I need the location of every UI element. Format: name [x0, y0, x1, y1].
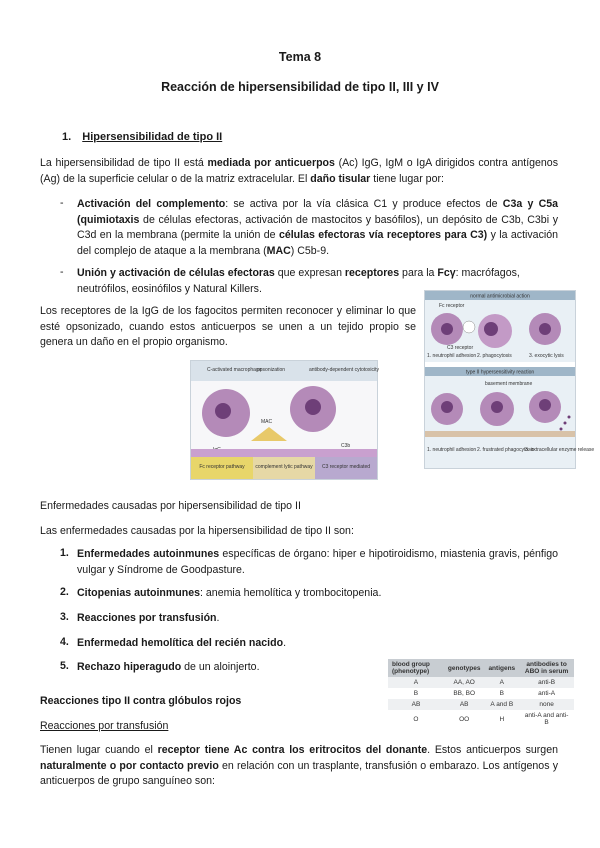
- mechanism-figure: [190, 360, 378, 480]
- label-c3-receptor: C3 receptor: [447, 345, 474, 351]
- table-row: B BB, BO B anti-A: [388, 688, 574, 699]
- label-frustrated-phagocytosis: 2. frustrated phagocytosis: [477, 447, 535, 453]
- list-number: 2.: [60, 586, 69, 598]
- table-row: A AA, AO A anti-B: [388, 677, 574, 688]
- list-number: 3.: [60, 611, 69, 623]
- target-cell-membrane: [191, 449, 377, 457]
- rbc-heading: Reacciones tipo II contra glóbulos rojos: [40, 695, 242, 707]
- list-item: Rechazo hiperagudo de un aloinjerto.: [77, 661, 260, 673]
- center-footer-1: Fc receptor pathway: [199, 464, 245, 470]
- label-fc-receptor: Fc receptor: [439, 303, 465, 309]
- section-heading: [62, 131, 222, 143]
- list-number: 1.: [60, 547, 69, 559]
- list-item: Citopenias autoinmunes: anemia hemolítica y trombocitopenia.: [77, 587, 382, 599]
- section-title: Hipersensibilidad de tipo II: [82, 131, 223, 143]
- blood-group-table: [388, 659, 574, 728]
- diseases-title: Enfermedades causadas por hipersensibilidad de tipo II: [40, 500, 301, 512]
- table-header-row: [388, 659, 574, 677]
- table-header: blood group (phenotype): [388, 659, 444, 677]
- bacterium: [463, 321, 475, 333]
- center-footer-2: complement lytic pathway: [255, 464, 313, 470]
- tema-label: Tema 8: [278, 50, 322, 64]
- list-item: Enfermedades autoinmunes específicas de órgano: hiper e hipotiroidismo, miastenia gravis, pénfigo vulgar y Síndrome de Goodpasture.: [77, 548, 559, 576]
- label-phagocytosis: 2. phagocytosis: [477, 353, 512, 359]
- center-header-2: opsonization: [257, 367, 286, 373]
- label-enzyme-release: 3. extracellular enzyme release: [525, 447, 595, 453]
- bullet-dash: -: [60, 266, 64, 278]
- figure-bottom-header: type II hypersensitivity reaction: [465, 369, 535, 376]
- transfusion-heading: Reacciones por transfusión: [40, 720, 169, 732]
- hypersensitivity-figure: [424, 290, 595, 469]
- hypersensitivity-diagram: [425, 291, 595, 468]
- intro-paragraph: La hipersensibilidad de tipo II está mediada por anticuerpos (Ac) IgG, IgM o IgA dirigidos contra antígenos (Ag) de la superficie celular o de la matriz extracelular. El daño tisular tiene lugar por:: [40, 157, 558, 185]
- label-mac: MAC: [261, 419, 273, 425]
- table-header: antibodies to ABO in serum: [519, 659, 574, 677]
- table-row: AB AB A and B none: [388, 699, 574, 710]
- table-header: antigens: [484, 659, 519, 677]
- bullet-effector: Unión y activación de células efectoras que expresan receptores para la Fcγ: macrófagos, neutrófilos, eosinófilos y Natural Killers.: [77, 267, 520, 295]
- label-c3b: C3b: [341, 443, 351, 449]
- transfusion-paragraph: Tienen lugar cuando el receptor tiene Ac contra los eritrocitos del donante. Estos anticuerpos surgen naturalmente o por contacto previo en relación con un trasplante, transfusión o embarazo. Los antígenos y anticuerpos de grupo sanguíneo son:: [40, 744, 558, 787]
- label-neutrophil-adhesion-2: 1. neutrophil adhesion: [427, 447, 477, 453]
- center-header-3: antibody-dependent cytotoxicity: [309, 367, 380, 373]
- receptors-paragraph: Los receptores de la IgG de los fagocitos permiten reconocer y eliminar lo que esté opsonizado, cuando estos anticuerpos se unen a un tejido propio se genera un daño en el propio organismo.: [40, 305, 416, 348]
- section-number: 1.: [62, 131, 72, 143]
- page-title: Reacción de hipersensibilidad de tipo II, III y IV: [161, 80, 439, 94]
- bullet-complement: Activación del complemento: se activa por la vía clásica C1 y produce efectos de C3a y C5a (quimiotaxis de células efectoras, activación de mastocitos y basófilos), un depósito de C3b, C3bi y C3d en la membrana (permite la unión de células efectoras vía receptores para C3) y la activación del complejo de ataque a la membrana (MAC) C5b-9.: [77, 198, 559, 257]
- center-footer-3: C3 receptor mediated: [321, 464, 371, 470]
- list-number: 4.: [60, 636, 69, 648]
- list-number: 5.: [60, 660, 69, 672]
- label-neutrophil-adhesion: 1. neutrophil adhesion: [427, 353, 477, 359]
- diseases-intro: Las enfermedades causadas por la hipersensibilidad de tipo II son:: [40, 525, 354, 537]
- bullet-dash: -: [60, 197, 64, 209]
- center-header-1: C-activated macrophage: [207, 367, 262, 373]
- table-row: O OO H anti-A and anti-B: [388, 710, 574, 728]
- list-item: Reacciones por transfusión.: [77, 612, 220, 624]
- label-basement-membrane: basement membrane: [485, 381, 533, 387]
- mechanism-diagram: [191, 361, 380, 479]
- basement-membrane: [425, 431, 575, 437]
- list-item: Enfermedad hemolítica del recién nacido.: [77, 637, 287, 649]
- figure-top-header: normal antimicrobial action: [470, 293, 530, 300]
- table-header: genotypes: [444, 659, 485, 677]
- label-exocytic-lysis: 3. exocytic lysis: [529, 353, 564, 359]
